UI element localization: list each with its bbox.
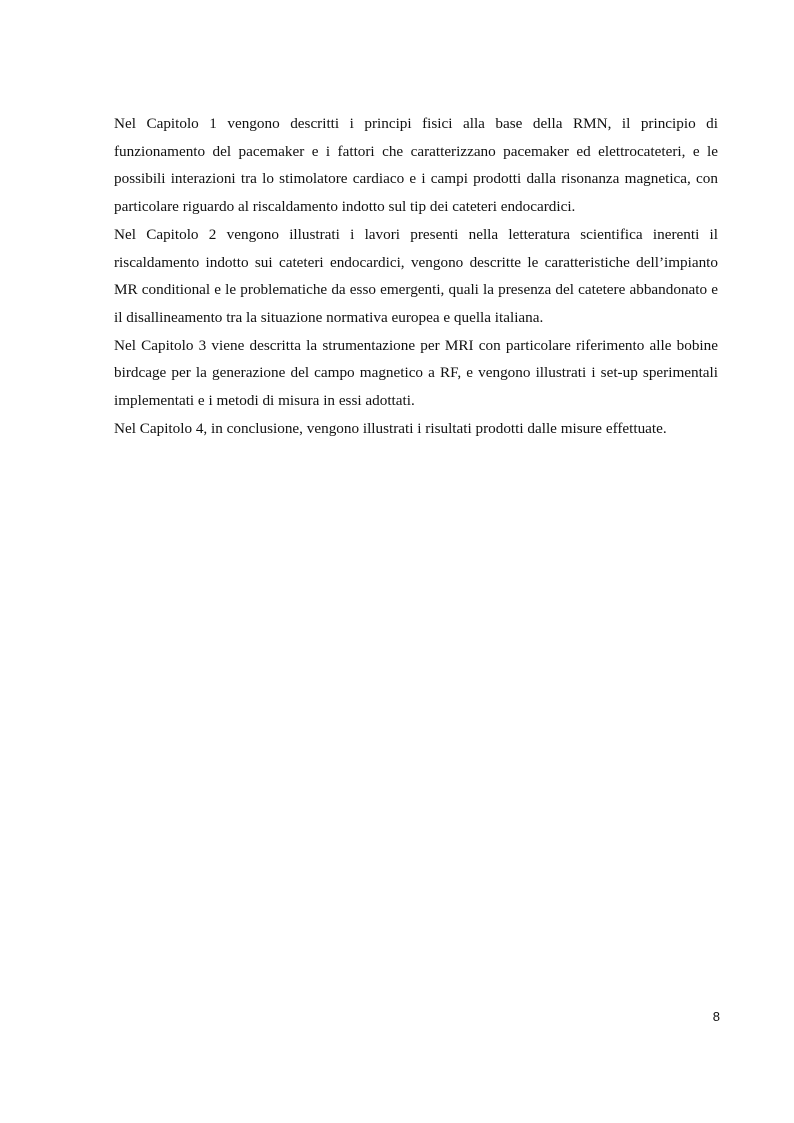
paragraph-chapter-3: Nel Capitolo 3 viene descritta la strumentazione per MRI con particolare riferimento alle bobine birdcage per la generazione del campo magnetico a RF, e vengono illustrati i set-up sperimentali implementati e i metodi di misura in essi adottati. xyxy=(114,336,718,410)
paragraph-chapter-4: Nel Capitolo 4, in conclusione, vengono illustrati i risultati prodotti dalle misure effettuate. xyxy=(114,419,667,437)
chapter-overview-text xyxy=(114,110,718,442)
paragraph-chapter-1: Nel Capitolo 1 vengono descritti i principi fisici alla base della RMN, il principio di funzionamento del pacemaker e i fattori che caratterizzano pacemaker ed elettrocateteri, e le possibili interazioni tra lo stimolatore cardiaco e i campi prodotti dalla risonanza magnetica, con particolare riguardo al riscaldamento indotto sul tip dei cateteri endocardici. xyxy=(114,115,718,216)
paragraph-chapter-2: Nel Capitolo 2 vengono illustrati i lavori presenti nella letteratura scientifica inerenti il riscaldamento indotto sui cateteri endocardici, vengono descritte le caratteristiche dell’impianto MR conditional e le problematiche da esso emergenti, quali la presenza del catetere abbandonato e il disallineamento tra la situazione normativa europea e quella italiana. xyxy=(114,225,718,326)
page-number: 8 xyxy=(712,1009,720,1024)
